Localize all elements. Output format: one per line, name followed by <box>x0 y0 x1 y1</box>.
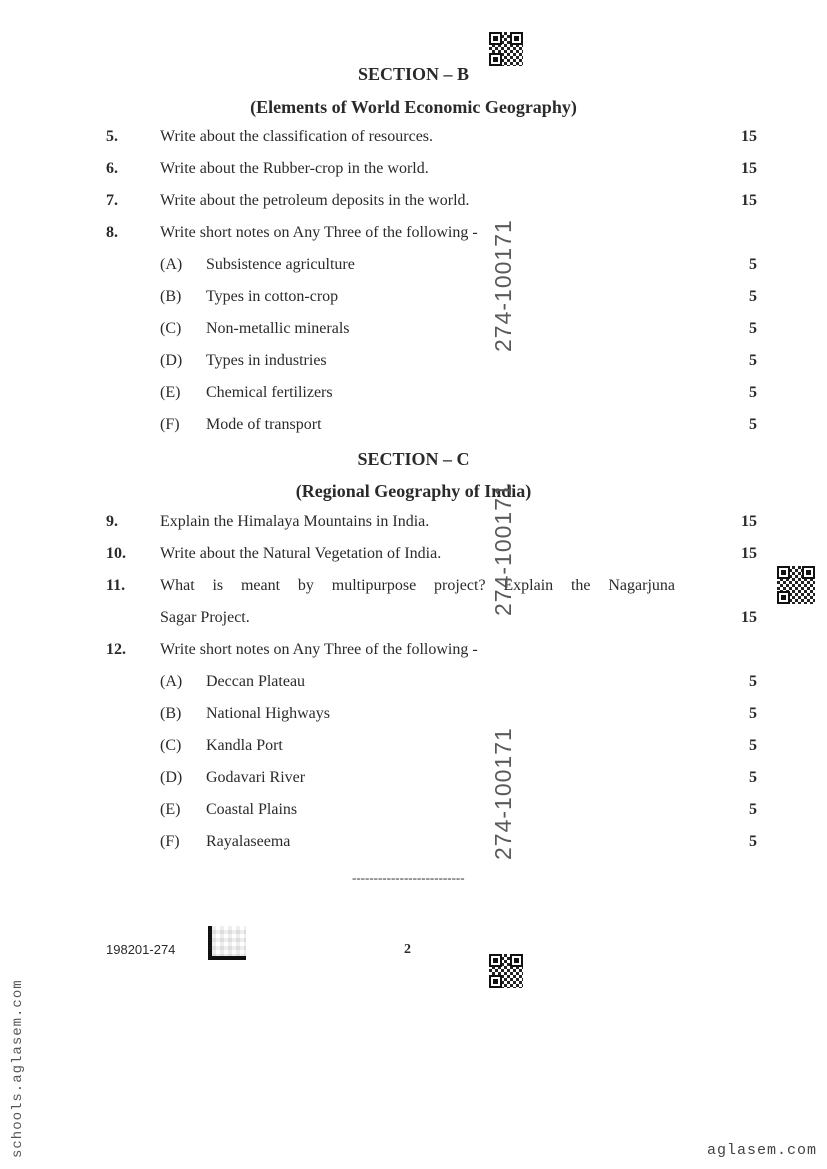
question-text: Write about the classification of resources. <box>160 128 434 145</box>
watermark-code: 274-100171 <box>490 727 516 860</box>
question-number: 12. <box>106 641 126 658</box>
qr-code-top <box>489 32 523 66</box>
sub-item-label: (B) <box>160 705 182 722</box>
watermark-code: 274-100171 <box>490 219 516 352</box>
sub-item-label: (B) <box>160 288 182 305</box>
sub-item-marks: 5 <box>749 801 757 818</box>
qr-code-bottom <box>489 954 523 988</box>
sub-item-marks: 5 <box>749 673 757 690</box>
sub-item-text: Godavari River <box>206 769 306 786</box>
question-number: 9. <box>106 513 118 530</box>
question-number: 5. <box>106 128 118 145</box>
question-number: 10. <box>106 545 126 562</box>
site-watermark: aglasem.com <box>706 1142 817 1159</box>
sub-item-text: Non-metallic minerals <box>206 320 350 337</box>
question-text-continued: Sagar Project. <box>160 609 250 626</box>
sub-item-label: (F) <box>160 833 180 850</box>
sub-item-marks: 5 <box>749 288 757 305</box>
sub-item-marks: 5 <box>749 737 757 754</box>
end-divider: -------------------------- <box>352 870 465 885</box>
question-marks: 15 <box>741 192 757 209</box>
question-number: 7. <box>106 192 118 209</box>
question-number: 8. <box>106 224 118 241</box>
section-c-title: SECTION – C <box>357 449 470 469</box>
sub-item-label: (F) <box>160 416 180 433</box>
sub-item-text: Rayalaseema <box>206 833 291 850</box>
sub-item-text: National Highways <box>206 705 330 722</box>
question-text: Explain the Himalaya Mountains in India. <box>160 513 430 530</box>
sub-item-marks: 5 <box>749 416 757 433</box>
side-watermark: schools.aglasem.com <box>10 979 26 1158</box>
sub-item-marks: 5 <box>749 769 757 786</box>
question-text: Write about the Rubber-crop in the world. <box>160 160 429 177</box>
sub-item-marks: 5 <box>749 256 757 273</box>
sub-item-label: (C) <box>160 320 182 337</box>
sub-item-label: (D) <box>160 769 183 786</box>
question-text: Write about the petroleum deposits in the world. <box>160 192 470 209</box>
paper-code: 198201-274 <box>106 942 176 957</box>
sub-item-marks: 5 <box>749 320 757 337</box>
question-marks: 15 <box>741 128 757 145</box>
watermark-code: 274-100171 <box>490 483 516 616</box>
question-number: 6. <box>106 160 118 177</box>
question-marks: 15 <box>741 160 757 177</box>
sub-item-label: (E) <box>160 384 181 401</box>
question-text: Write about the Natural Vegetation of India. <box>160 545 442 562</box>
question-marks: 15 <box>741 545 757 562</box>
sub-item-label: (D) <box>160 352 183 369</box>
sub-item-label: (C) <box>160 737 182 754</box>
page-number: 2 <box>404 942 411 957</box>
section-b-title: SECTION – B <box>357 64 470 84</box>
sub-item-text: Types in cotton-crop <box>206 288 339 305</box>
sub-item-marks: 5 <box>749 352 757 369</box>
question-marks: 15 <box>741 513 757 530</box>
section-b-subtitle: (Elements of World Economic Geography) <box>250 97 577 117</box>
sub-item-label: (A) <box>160 256 183 273</box>
sub-item-text: Mode of transport <box>206 416 322 433</box>
sub-item-text: Chemical fertilizers <box>206 384 333 401</box>
question-text: Write short notes on Any Three of the following - <box>160 224 478 241</box>
sub-item-marks: 5 <box>749 833 757 850</box>
question-marks: 15 <box>741 609 757 626</box>
sub-item-label: (A) <box>160 673 183 690</box>
question-text: What is meant by multipurpose project? Explain the Nagarjuna <box>160 577 675 594</box>
sub-item-text: Subsistence agriculture <box>206 256 355 273</box>
section-c-subtitle: (Regional Geography of India) <box>295 481 532 501</box>
sub-item-label: (E) <box>160 801 181 818</box>
sub-item-text: Kandla Port <box>206 737 283 754</box>
question-text: Write short notes on Any Three of the following - <box>160 641 478 658</box>
sub-item-text: Coastal Plains <box>206 801 298 818</box>
sub-item-marks: 5 <box>749 384 757 401</box>
sub-item-text: Deccan Plateau <box>206 673 306 690</box>
sub-item-text: Types in industries <box>206 352 327 369</box>
question-number: 11. <box>106 577 126 594</box>
qr-code-right <box>777 566 815 604</box>
sub-item-marks: 5 <box>749 705 757 722</box>
datamatrix-code <box>208 926 246 960</box>
